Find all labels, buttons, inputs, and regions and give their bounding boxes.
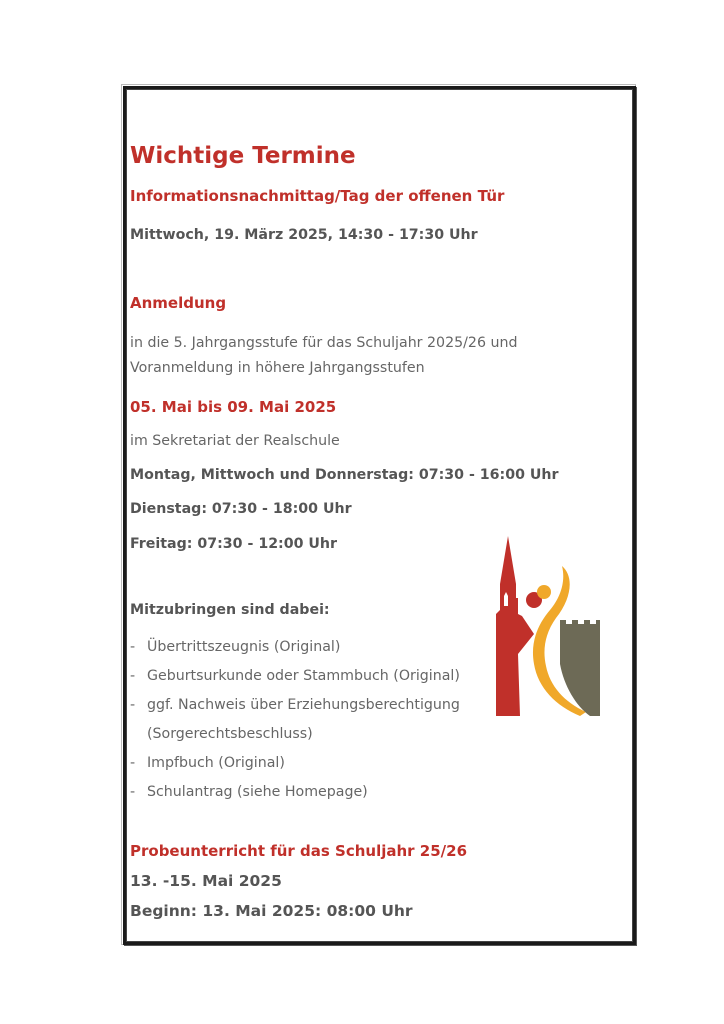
school-logo-icon: [494, 536, 602, 718]
list-item-text: ggf. Nachweis über Erziehungsberechtigung: [147, 697, 460, 713]
anmeldung-location: im Sekretariat der Realschule: [130, 433, 340, 449]
probe-start: Beginn: 13. Mai 2025: 08:00 Uhr: [130, 902, 413, 920]
hours-mo-mi-do: Montag, Mittwoch und Donnerstag: 07:30 - 16:00 Uhr: [130, 467, 559, 483]
hours-di: Dienstag: 07:30 - 18:00 Uhr: [130, 501, 352, 517]
list-item-text: (Sorgerechtsbeschluss): [147, 726, 313, 742]
list-item-text: Übertrittszeugnis (Original): [147, 639, 341, 655]
probe-dates: 13. -15. Mai 2025: [130, 872, 282, 890]
hours-fr: Freitag: 07:30 - 12:00 Uhr: [130, 536, 338, 552]
mitbringen-heading: Mitzubringen sind dabei:: [130, 602, 330, 618]
list-dash: -: [130, 668, 136, 684]
list-dash: -: [130, 784, 136, 800]
info-date: Mittwoch, 19. März 2025, 14:30 - 17:30 Uhr: [130, 227, 478, 243]
list-item-text: Schulantrag (siehe Homepage): [147, 784, 368, 800]
list-item-text: Impfbuch (Original): [147, 755, 285, 771]
list-item-text: Geburtsurkunde oder Stammbuch (Original): [147, 668, 460, 684]
logo-figure-head-orange: [537, 585, 551, 599]
info-heading: Informationsnachmittag/Tag der offenen Tür: [130, 187, 505, 205]
anmeldung-heading: Anmeldung: [130, 294, 227, 312]
anmeldung-desc-line1: in die 5. Jahrgangsstufe für das Schuljahr 2025/26 und: [130, 335, 518, 351]
list-dash: -: [130, 755, 136, 771]
list-dash: -: [130, 697, 136, 713]
list-dash: -: [130, 639, 136, 655]
logo-tower-shape: [496, 536, 534, 716]
anmeldung-desc-line2: Voranmeldung in höhere Jahrgangsstufen: [130, 360, 425, 376]
anmeldung-period: 05. Mai bis 09. Mai 2025: [130, 398, 337, 416]
probe-heading: Probeunterricht für das Schuljahr 25/26: [130, 842, 468, 860]
page-title: Wichtige Termine: [130, 143, 356, 169]
